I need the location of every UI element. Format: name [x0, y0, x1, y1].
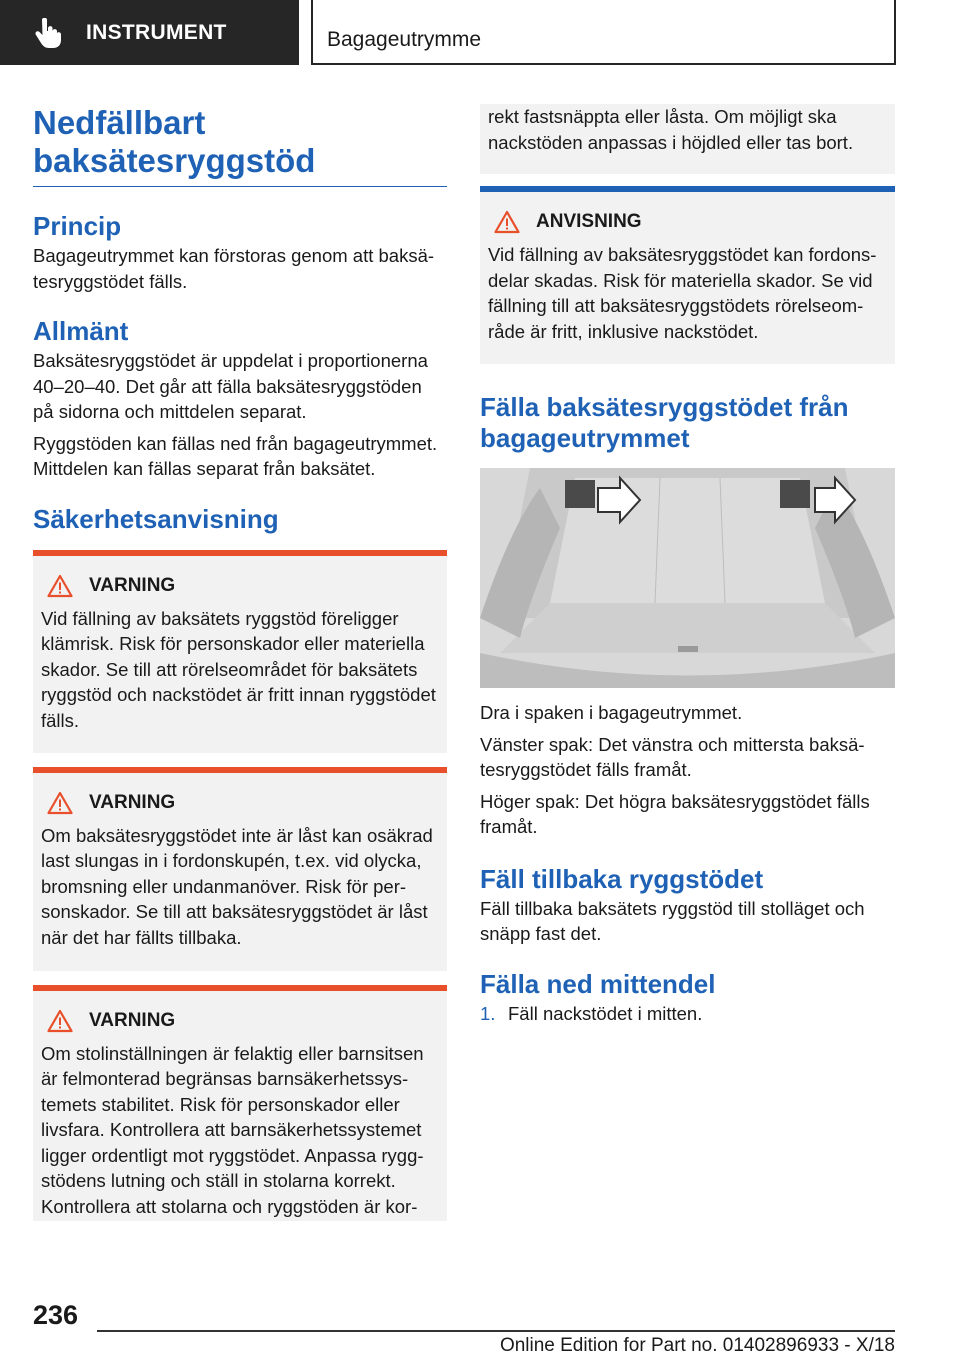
warning-continuation — [480, 104, 895, 174]
heading-general: Allmänt — [33, 316, 129, 346]
hand-pointer-icon — [34, 18, 62, 48]
fold-text-2: Vänster spak: Det vänstra och mittersta baksätesryggstödet fälls framåt. — [480, 733, 865, 780]
heading-center: Fälla ned mittendel — [480, 968, 716, 999]
section-header — [311, 0, 896, 65]
section-title: Bagageutrymme — [327, 28, 482, 51]
warning-continuation-text: rekt fastsnäppta eller låsta. Om möjligt ska nackstöden anpassas i höjdled eller tas bort. — [488, 106, 854, 153]
trunk-illustration-icon — [480, 468, 895, 688]
warning-box — [33, 985, 447, 1221]
notice-text: Vid fällning av baksätesryggstödet kan fordonsdelar skadas. Risk för materiella skador. Se vid fällning till att baksätesryggstödets rörelseområde är fritt, inklusive nackstödet. — [488, 244, 877, 342]
notice-title: ANVISNING — [536, 211, 642, 232]
chapter-label: INSTRUMENT — [86, 20, 227, 44]
warning-triangle-icon — [494, 210, 520, 234]
warning-title: VARNING — [89, 1009, 176, 1031]
fold-back-text: Fäll tillbaka baksätets ryggstöd till stolläget och snäpp fast det. — [480, 897, 865, 944]
general-text-2: Ryggstöden kan fällas ned från bagageutrymmet. Mittdelen kan fällas separat från baksätet. — [33, 432, 438, 479]
warning-text: Om stolinställningen är felaktig eller barnsitsen är felmonterad begränsas barnsäkerhetssystemets stabilitet. Risk för personskador eller livsfara. Kontrollera att barnsäkerhetssystemet ligger ordentligt mot ryggstödet. Anpassa ryggstödens lutning och ställ in stolarna korrekt. Kontrollera att stolarna och ryggstöden är kor- — [41, 1042, 424, 1217]
page-title: Nedfällbart baksätesryggstöd — [33, 104, 447, 187]
fold-text-3: Höger spak: Det högra baksätesryggstödet fälls framåt. — [480, 790, 870, 837]
warning-box — [33, 550, 447, 753]
warning-title: VARNING — [89, 574, 176, 596]
warning-box — [33, 767, 447, 971]
page-number: 236 — [33, 1300, 79, 1330]
warning-triangle-icon — [47, 574, 73, 598]
step-text: Fäll nackstödet i mitten. — [508, 1002, 703, 1024]
chapter-tab[interactable] — [0, 0, 299, 65]
principle-text: Bagageutrymmet kan förstoras genom att baksätesryggstödet fälls. — [33, 245, 435, 292]
heading-principle: Princip — [33, 211, 122, 241]
warning-triangle-icon — [47, 1009, 73, 1033]
heading-fold-back: Fäll tillbaka ryggstödet — [480, 863, 764, 894]
heading-safety: Säkerhetsanvisning — [33, 503, 279, 534]
list-item — [480, 1001, 895, 1027]
edition-text: Online Edition for Part no. 01402896933 - X/18 — [499, 1335, 895, 1356]
heading-fold-from-trunk: Fälla baksätesryggstödet från bagageutrymmet — [480, 392, 849, 453]
general-text-1: Baksätesryggstödet är uppdelat i proportionerna 40–20–40. Det går att fälla baksätesryggstöden på sidorna och mittdelen separat. — [33, 350, 428, 422]
footer-divider — [97, 1330, 895, 1332]
notice-box — [480, 186, 895, 364]
right-column — [480, 104, 895, 1026]
trunk-photo — [480, 468, 895, 688]
warning-triangle-icon — [47, 791, 73, 815]
fold-text-1: Dra i spaken i bagageutrymmet. — [480, 702, 743, 723]
step-number: 1. — [480, 1002, 496, 1024]
warning-title: VARNING — [89, 791, 176, 813]
warning-text: Vid fällning av baksätets ryggstöd föreligger klämrisk. Risk för personskador eller materiella skador. Se till att rörelseområdet för baksätets ryggstöd och nackstödet är fritt innan ryggstödet fälls. — [41, 607, 436, 731]
warning-text: Om baksätesryggstödet inte är låst kan osäkrad last slungas in i fordonskupén, t.ex. vid olycka, bromsning eller undanmanöver. Risk för personskador. Se till att baksätesryggstödet är låst när det har fällts tillbaka. — [41, 824, 433, 948]
left-column — [33, 104, 447, 1221]
